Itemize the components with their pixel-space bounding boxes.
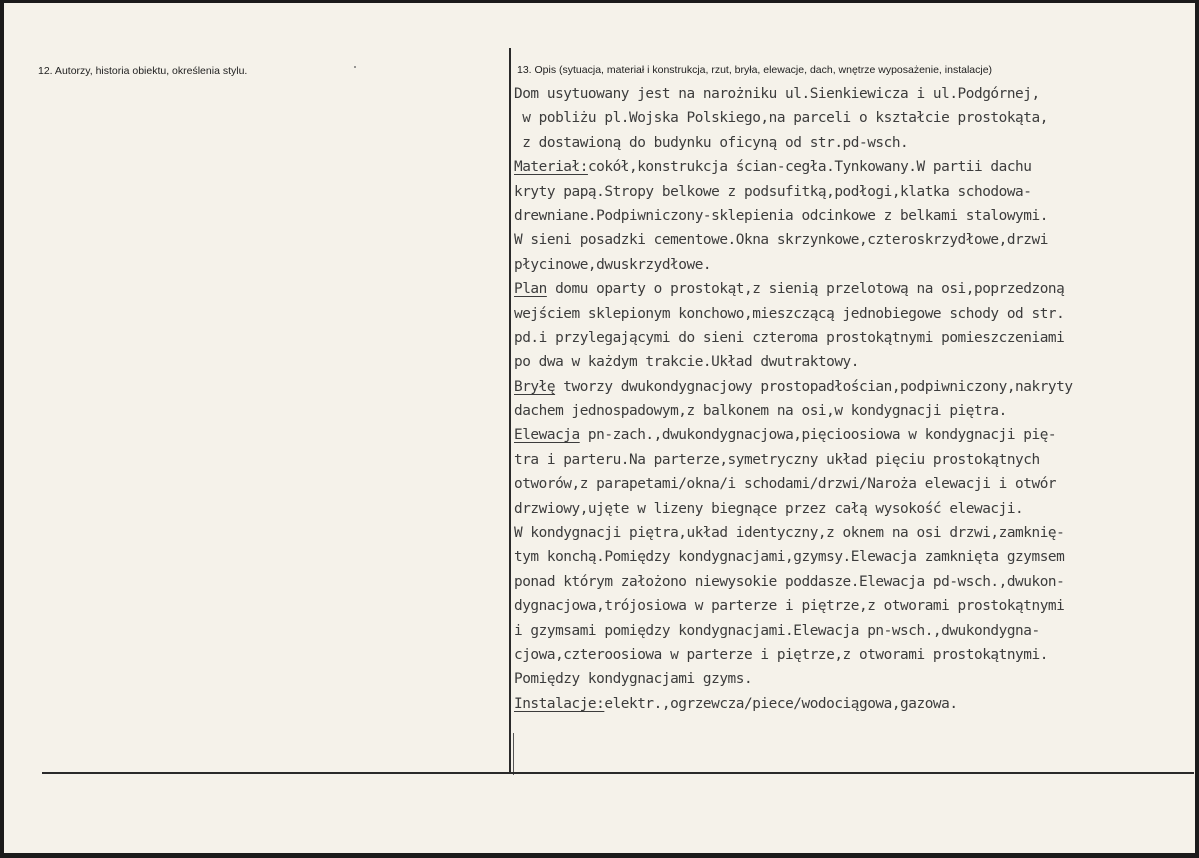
description-line — [514, 155, 1194, 179]
line-text: wejściem sklepionym konchowo,mieszczącą jednobiegowe schody od str. — [514, 305, 1065, 322]
description-line — [514, 302, 1194, 326]
description-line — [514, 570, 1194, 594]
line-text: i gzymsami pomiędzy kondygnacjami.Elewacja pn-wsch.,dwukondygna- — [514, 622, 1040, 639]
description-line — [514, 497, 1194, 521]
line-text: tworzy dwukondygnacjowy prostopadłościan,podpiwniczony,nakryty — [555, 378, 1073, 395]
description-line — [514, 228, 1194, 252]
line-text: po dwa w każdym trakcie.Układ dwutraktowy. — [514, 354, 859, 371]
section-label: Materiał: — [514, 159, 588, 176]
line-text: domu oparty o prostokąt,z sienią przelotową na osi,poprzedzoną — [546, 281, 1065, 298]
line-text: ponad którym założono niewysokie poddasze.Elewacja pd-wsch.,dwukon- — [514, 573, 1065, 590]
description-line — [514, 545, 1194, 569]
line-text: drzwiowy,ujęte w lizeny biegnące przez całą wysokość elewacji. — [514, 500, 1024, 517]
line-text: pn-zach.,dwukondygnacjowa,pięcioosiowa w kondygnacji pię- — [579, 427, 1057, 444]
section-label: Elewacja — [514, 427, 580, 444]
line-text: Dom usytuowany jest na narożniku ul.Sienkiewicza i ul.Podgórnej, — [514, 86, 1040, 102]
description-line — [514, 643, 1194, 667]
description-line — [514, 326, 1194, 350]
line-text: cokół,konstrukcja ścian-cegła.Tynkowany.W partii dachu — [587, 159, 1032, 176]
section-13-heading: 13. Opis (sytuacja, materiał i konstrukcja, rzut, bryła, elewacje, dach, wnętrze wyposażenie, instalacje) — [517, 64, 993, 76]
description-line — [514, 423, 1194, 447]
description-line — [514, 399, 1194, 423]
description-line — [514, 521, 1194, 545]
description-line — [514, 106, 1194, 130]
line-text: tra i parteru.Na parterze,symetryczny układ pięciu prostokątnych — [514, 451, 1040, 468]
line-text: cjowa,czteroosiowa w parterze i piętrze,z otworami prostokątnymi. — [514, 646, 1048, 663]
line-text: tym konchą.Pomiędzy kondygnacjami,gzymsy.Elewacja zamknięta gzymsem — [514, 549, 1065, 566]
description-line — [514, 594, 1194, 618]
bottom-rule — [42, 772, 1194, 774]
line-text: Pomiędzy kondygnacjami gzyms. — [514, 671, 753, 688]
line-text: dygnacjowa,trójosiowa w parterze i piętrze,z otworami prostokątnymi — [514, 598, 1065, 615]
line-text: płycinowe,dwuskrzydłowe. — [514, 256, 712, 273]
line-text: w pobliżu pl.Wojska Polskiego,na parceli o kształcie prostokąta, — [514, 110, 1048, 127]
section-12-heading: 12. Autorzy, historia obiektu, określenia stylu. — [38, 65, 248, 77]
description-line — [514, 375, 1194, 399]
column-divider — [509, 48, 511, 773]
column-divider-tick — [513, 733, 514, 775]
section-label: Bryłę — [514, 378, 556, 395]
line-text: W kondygnacji piętra,układ identyczny,z oknem na osi drzwi,zamknię- — [514, 525, 1065, 542]
line-text: drewniane.Podpiwniczony-sklepienia odcinkowe z belkami stalowymi. — [514, 207, 1048, 224]
line-text: z dostawioną do budynku oficyną od str.pd-wsch. — [514, 134, 909, 151]
description-line — [514, 180, 1194, 204]
description-line — [514, 472, 1194, 496]
line-text: W sieni posadzki cementowe.Okna skrzynkowe,czteroskrzydłowe,drzwi — [514, 232, 1048, 249]
description-line — [514, 692, 1194, 716]
line-text: kryty papą.Stropy belkowe z podsufitką,podłogi,klatka schodowa- — [514, 183, 1032, 200]
section-label: Plan — [514, 281, 547, 298]
line-text: pd.i przylegającymi do sieni czteroma prostokątnymi pomieszczeniami — [514, 329, 1065, 346]
description-line — [514, 82, 1194, 106]
line-text: elektr.,ogrzewcza/piece/wodociągowa,gazowa. — [604, 695, 958, 712]
document-sheet — [4, 3, 1195, 853]
line-text: dachem jednospadowym,z balkonem na osi,w kondygnacji piętra. — [514, 403, 1007, 420]
description-line — [514, 619, 1194, 643]
description-text — [514, 82, 1194, 716]
description-line — [514, 204, 1194, 228]
description-line — [514, 131, 1194, 155]
description-line — [514, 350, 1194, 374]
line-text: otworów,z parapetami/okna/i schodami/drzwi/Naroża elewacji i otwór — [514, 476, 1057, 493]
description-line — [514, 277, 1194, 301]
description-line — [514, 253, 1194, 277]
section-label: Instalacje: — [514, 695, 605, 712]
description-line — [514, 667, 1194, 691]
paper-speck — [354, 66, 356, 68]
description-line — [514, 448, 1194, 472]
